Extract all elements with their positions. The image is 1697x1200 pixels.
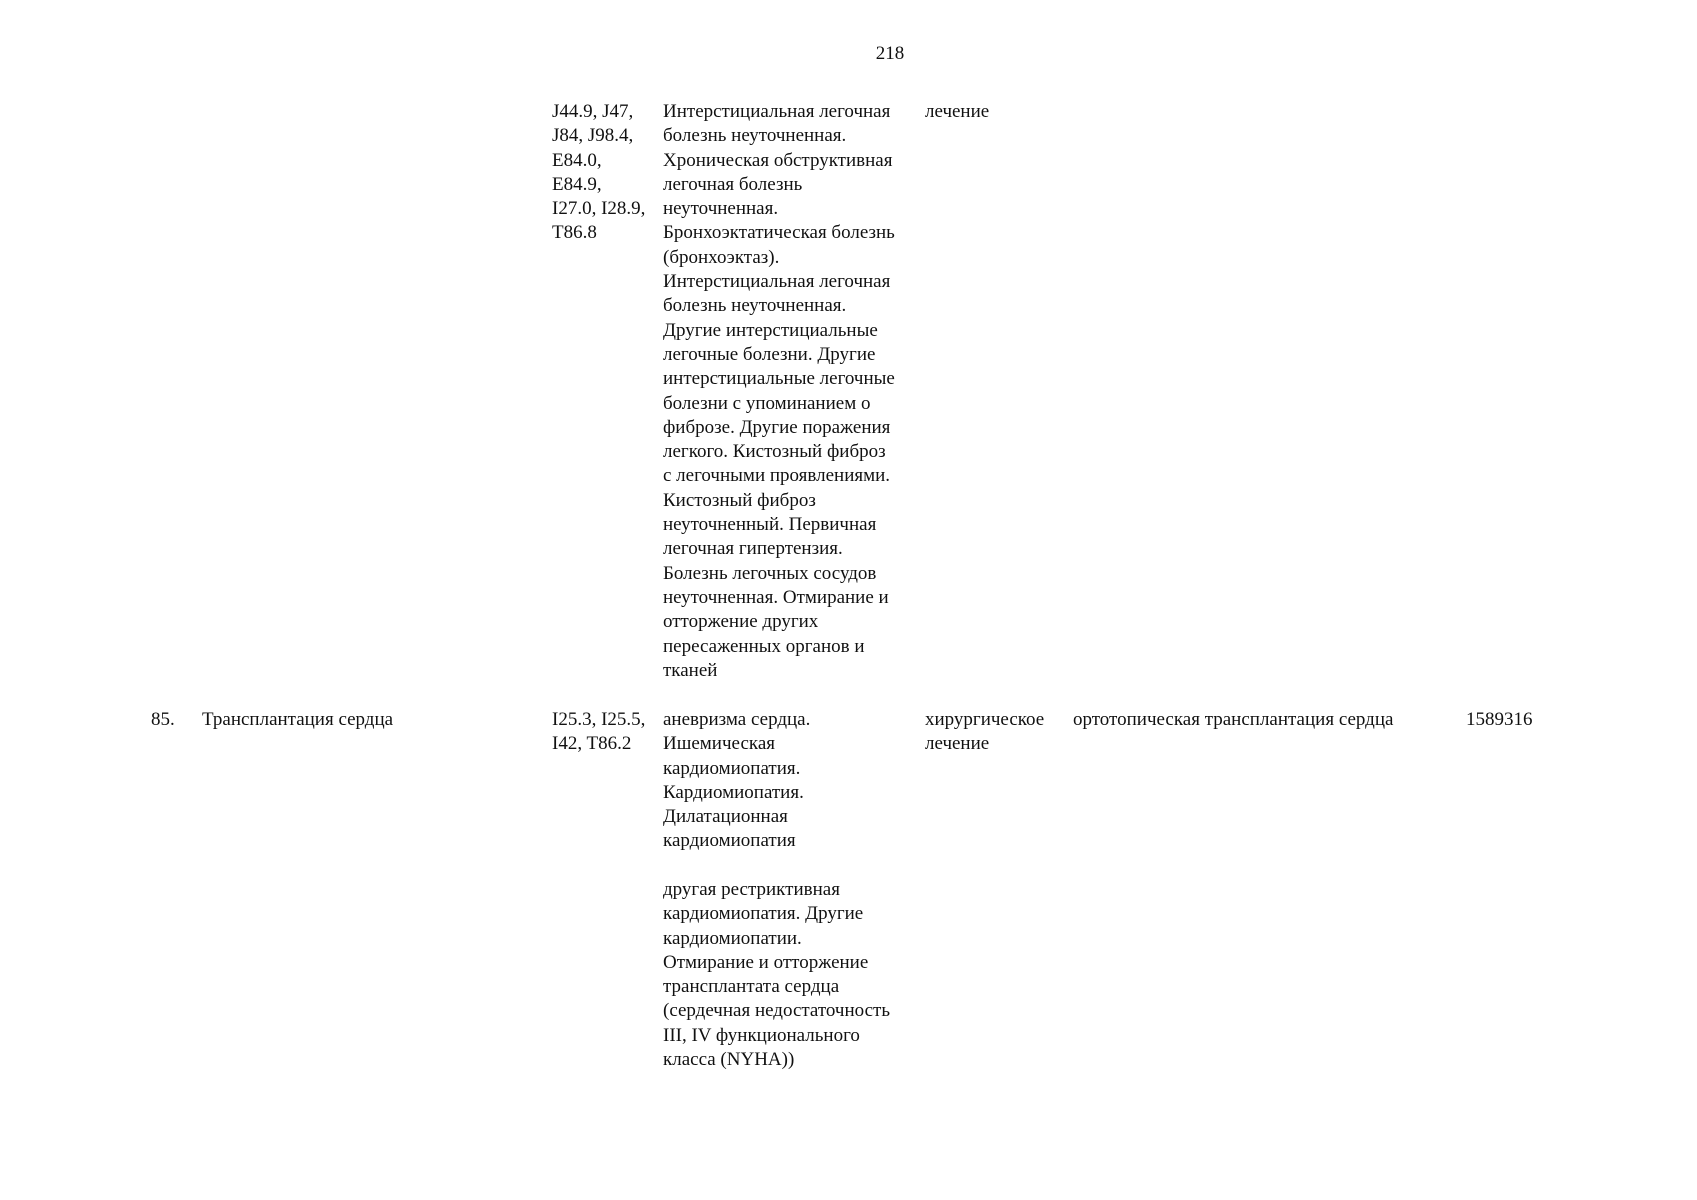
treatment-type-cell: хирургическое лечение	[925, 709, 1045, 755]
diagnoses-cell-continued: другая рестриктивная кардиомиопатия. Другие кардиомиопатии. Отмирание и отторжение трансплантата сердца (сердечная недостаточность III, IV функционального класса (NYHA))	[663, 879, 891, 1071]
diagnoses-cell: аневризма сердца. Ишемическая кардиомиопатия. Кардиомиопатия. Дилатационная кардиомиопатия	[663, 709, 811, 852]
cost-cell: 1589316	[1466, 709, 1533, 730]
icd-codes-cell: J44.9, J47, J84, J98.4, E84.0, E84.9, I27.0, I28.9, T86.8	[552, 101, 646, 244]
icd-codes-cell: I25.3, I25.5, I42, T86.2	[552, 709, 646, 755]
treatment-method-cell: ортотопическая трансплантация сердца	[1073, 709, 1394, 730]
page-number: 218	[875, 43, 905, 64]
diagnoses-cell: Интерстициальная легочная болезнь неуточненная. Хроническая обструктивная легочная болезнь неуточненная. Бронхоэктатическая болезнь (бронхоэктаз). Интерстициальная легочная болезнь неуточненная. Другие интерстициальные легочные болезни. Другие интерстициальные легочные болезни с упоминанием о фиброзе. Другие поражения легкого. Кистозный фиброз с легочными проявлениями. Кистозный фиброз неуточненный. Первичная легочная гипертензия. Болезнь легочных сосудов неуточненная. Отмирание и отторжение других пересаженных органов и тканей	[663, 101, 895, 681]
treatment-type-cell: лечение	[925, 101, 990, 122]
procedure-name-cell: Трансплантация сердца	[202, 709, 394, 730]
row-number-cell: 85.	[151, 709, 175, 730]
